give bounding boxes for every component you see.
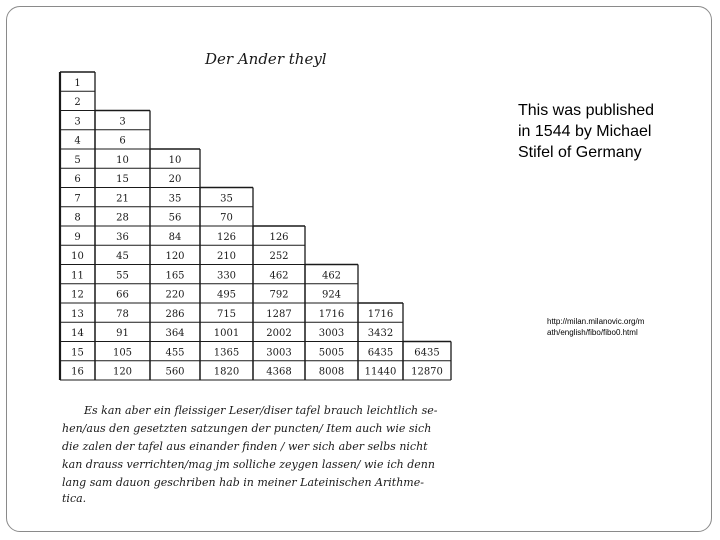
table-cell: 455 <box>165 347 185 359</box>
table-cell: 6435 <box>367 347 394 359</box>
table-cell: 210 <box>216 251 237 263</box>
table-cell: 1287 <box>266 308 292 320</box>
source-url <box>547 316 667 338</box>
table-cell: 70 <box>220 212 233 224</box>
table-numbers <box>71 78 443 378</box>
table-cell: 35 <box>220 193 233 205</box>
table-cell: 120 <box>112 366 133 378</box>
caption-line: in 1544 by Michael <box>518 123 652 140</box>
table-cell: 3003 <box>318 328 345 340</box>
source-url-line: http://milan.milanovic.org/m <box>547 317 645 326</box>
table-cell: 105 <box>112 347 133 359</box>
table-cell: 8008 <box>318 366 345 378</box>
table-cell: 126 <box>269 231 289 243</box>
table-cell: 560 <box>165 366 185 378</box>
description-paragraph <box>62 404 438 505</box>
table-cell: 6 <box>119 135 126 147</box>
table-cell: 462 <box>321 270 342 282</box>
table-cell: 14 <box>71 328 84 340</box>
table-cell: 15 <box>116 174 129 186</box>
table-cell: 15 <box>71 347 84 359</box>
table-cell: 4368 <box>266 366 292 378</box>
table-cell: 11440 <box>364 366 397 378</box>
table-cell: 12 <box>71 289 84 301</box>
table-cell: 286 <box>165 308 185 320</box>
table-cell: 462 <box>269 270 289 282</box>
table-cell: 9 <box>74 231 81 243</box>
table-cell: 36 <box>116 231 129 243</box>
table-cell: 220 <box>165 289 185 301</box>
caption-line: This was published <box>518 102 655 119</box>
table-cell: 91 <box>116 328 129 340</box>
table-cell: 5005 <box>318 347 345 359</box>
table-cell: 330 <box>216 270 237 282</box>
table-cell: 6 <box>74 174 81 186</box>
paragraph-line: die zalen der tafel aus einander finden / wer sich aber selbs nicht <box>62 440 428 453</box>
table-cell: 1 <box>74 77 81 89</box>
table-cell: 364 <box>165 328 185 340</box>
table-cell: 78 <box>116 308 129 320</box>
caption-line: Stifel of Germany <box>518 144 642 161</box>
table-cell: 3 <box>119 116 126 128</box>
table-cell: 3003 <box>266 347 292 359</box>
table-cell: 21 <box>116 193 129 205</box>
table-cell: 252 <box>269 251 289 263</box>
table-cell: 165 <box>165 270 185 282</box>
table-cell: 56 <box>168 212 182 224</box>
table-cell: 1716 <box>367 308 394 320</box>
table-cell: 10 <box>71 251 84 263</box>
table-cell: 1365 <box>213 347 240 359</box>
table-cell: 1820 <box>213 366 240 378</box>
table-cell: 10 <box>168 154 182 166</box>
table-cell: 11 <box>71 270 84 282</box>
table-cell: 16 <box>71 366 84 378</box>
table-cell: 35 <box>168 193 182 205</box>
table-cell: 495 <box>216 289 237 301</box>
paragraph-line: tica. <box>62 492 87 505</box>
paragraph-line: Es kan aber ein fleissiger Leser/diser tafel brauch leichtlich se- <box>84 404 438 417</box>
table-cell: 8 <box>74 212 81 224</box>
table-cell: 55 <box>116 270 129 282</box>
table-cell: 715 <box>216 308 237 320</box>
table-cell: 2 <box>74 97 81 109</box>
table-cell: 84 <box>168 231 182 243</box>
table-cell: 10 <box>116 154 129 166</box>
table-cell: 20 <box>168 174 182 186</box>
table-cell: 924 <box>321 289 342 301</box>
table-cell: 2002 <box>266 328 292 340</box>
table-cell: 3 <box>74 116 81 128</box>
table-cell: 7 <box>74 193 81 205</box>
paragraph-line: kan drauss verrichten/mag jm solliche zeygen lassen/ wie ich denn <box>62 458 435 471</box>
table-cell: 3432 <box>367 328 394 340</box>
header-text: Der Ander theyl <box>205 50 327 68</box>
table-cell: 6435 <box>414 347 440 359</box>
table-cell: 1001 <box>213 328 240 340</box>
table-cell: 45 <box>116 251 129 263</box>
table-cell: 120 <box>165 251 185 263</box>
table-cell: 1716 <box>318 308 345 320</box>
table-cell: 13 <box>71 308 84 320</box>
table-cell: 12870 <box>411 366 443 378</box>
table-cell: 792 <box>269 289 289 301</box>
caption-text <box>518 100 698 163</box>
paragraph-line: lang sam dauon geschriben hab in meiner Lateinischen Arithme- <box>62 476 424 489</box>
table-cell: 66 <box>116 289 129 301</box>
table-cell: 5 <box>74 154 81 166</box>
table-cell: 28 <box>116 212 129 224</box>
table-cell: 126 <box>216 231 237 243</box>
paragraph-line: hen/aus den gesetzten satzungen der puncten/ Item auch wie sich <box>62 422 432 435</box>
source-url-line: ath/english/fibo/fibo0.html <box>547 328 638 337</box>
table-cell: 4 <box>74 135 81 147</box>
